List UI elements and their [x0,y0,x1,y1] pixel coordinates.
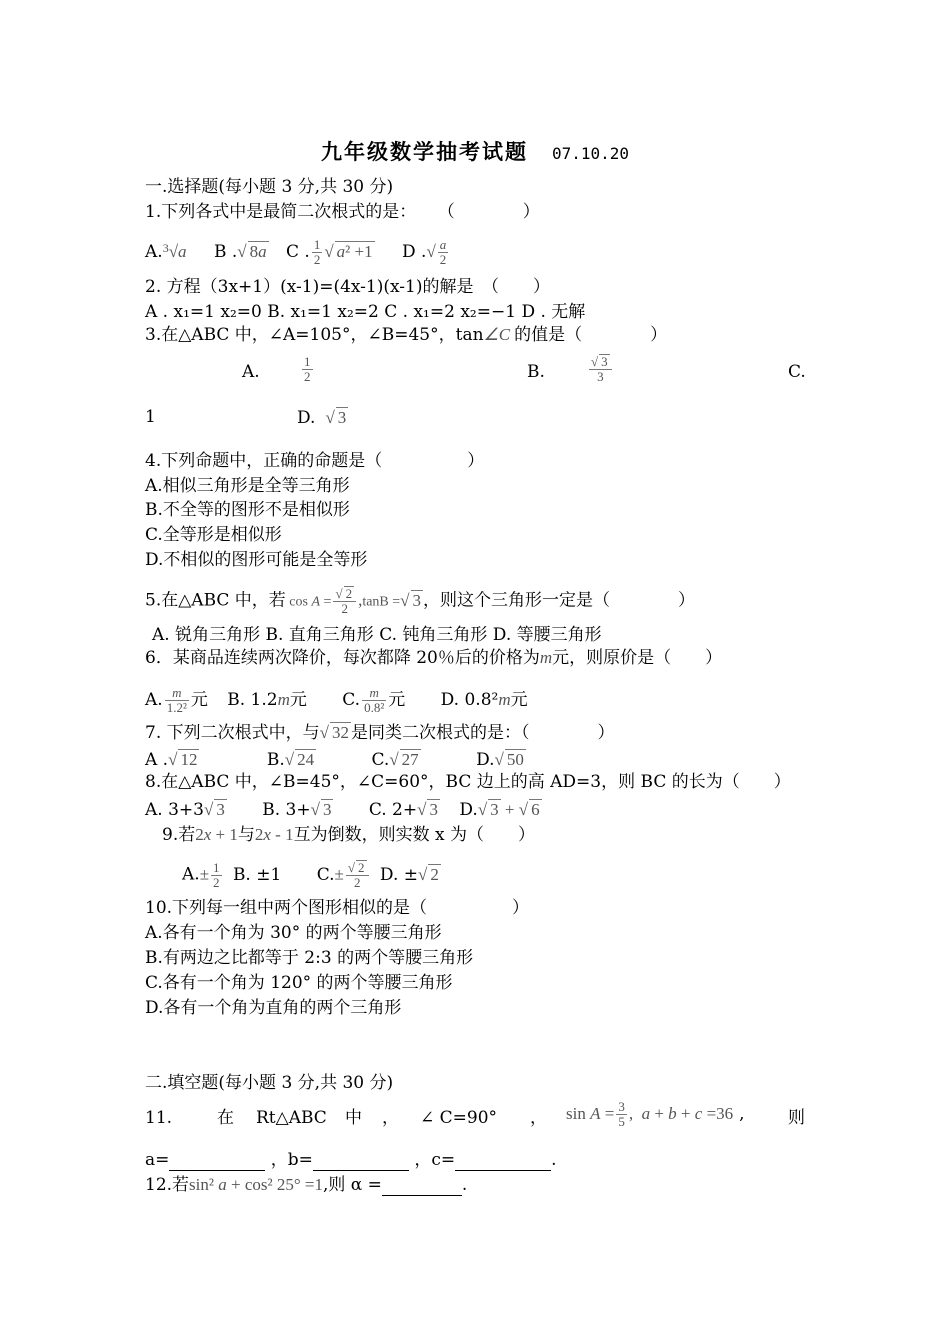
q11-blank-b[interactable] [313,1150,409,1171]
q3-option-b-label: B. [527,362,545,382]
q3-option-c-value: 1 [145,407,156,427]
q6-options: A. $\frac{m}{\text{1.2²}}$ 元 B. 1.2m元 C. $\frac{m}{\text{0.8²}}$ 元 D. 0.8²m元 [145,685,528,715]
q11-answers: a= ，b= ，c= . [145,1150,557,1170]
q11-blank-c[interactable] [455,1150,551,1171]
q4-option-d: D.不相似的图形可能是全等形 [145,550,368,570]
q11-word-ze: 则 [788,1108,805,1128]
q3-option-a-label: A. [242,362,260,382]
q5-stem: 5.在△ABC 中，若 cos A = $\frac{√ 2}{2}$ ,tanB =√ 3 ，则这个三角形一定是（ ） [145,586,696,616]
q1-stem: 1.下列各式中是最简二次根式的是： （ ） [145,202,540,222]
q11-word-zhong: 中 [345,1108,362,1128]
q9-stem: 9.若2x + 1与2x - 1互为倒数，则实数 x 为（ ） [162,825,535,845]
q4-option-a: A.相似三角形是全等三角形 [145,476,350,496]
q12-blank[interactable] [382,1175,462,1196]
q10-option-b: B.有两边之比都等于 2:3 的两个等腰三角形 [145,948,474,968]
q3-option-c-label: C. [788,362,806,382]
q3-option-b-value: $\frac{√ 3}{3}$ [587,354,614,384]
q3-stem: 3.在△ABC 中，∠A=105°，∠B=45°，tan∠C 的值是（ ） [145,325,668,345]
q4-option-c: C.全等形是相似形 [145,525,282,545]
q11-number: 11. [145,1108,173,1128]
q2-stem: 2. 方程（3x+1）(x-1)=(4x-1)(x-1)的解是 （ ） [145,277,550,297]
q10-option-c: C.各有一个角为 120° 的两个等腰三角形 [145,973,453,993]
title-text: 九年级数学抽考试题 [320,139,528,164]
q11-condition: sin A = $\frac{3}{5}$ , a + b + c =36 , [566,1099,745,1129]
q9-options: A.± $\frac{1}{2}$ B. ±1 C.± $\frac{√ 2}{2}$ D. ±√ 2 [182,859,439,890]
section-fill-heading: 二.填空题(每小题 3 分,共 30 分) [145,1073,394,1093]
q3-option-a-value: $\frac{1}{2}$ [304,354,311,384]
q11-comma: ， [382,1108,399,1128]
q11-word-zai: 在 [217,1108,234,1128]
exam-date: 07.10.20 [551,144,630,163]
q1-options: A.$^3$√a B .√ 8a C . $\frac{1}{2}$ √ a² +1 D .√ $\frac{a}{2}$ [145,237,447,267]
q6-stem: 6．某商品连续两次降价，每次都降 20％后的价格为m元，则原价是（ ） [145,648,723,668]
q7-options: A .√ 12 B.√ 24 C.√ 27 D.√ 50 [145,750,524,770]
q12-stem: 12.若sin² a + cos² 25° =1,则 α = . [145,1175,468,1195]
q7-stem: 7. 下列二次根式中，与√ 32 是同类二次根式的是：（ ） [145,723,615,743]
q11-triangle: Rt△ABC [256,1108,327,1128]
q4-option-b: B.不全等的图形不是相似形 [145,500,350,520]
q11-angle: ∠ C=90° [420,1108,498,1128]
q5-options: A. 锐角三角形 B. 直角三角形 C. 钝角三角形 D. 等腰三角形 [152,625,602,645]
q2-options: A . x₁=1 x₂=0 B. x₁=1 x₂=2 C . x₁=2 x₂=−1 D . 无解 [145,302,586,322]
q10-stem: 10.下列每一组中两个图形相似的是（ ） [145,898,530,918]
q8-stem: 8.在△ABC 中，∠B=45°，∠C=60°，BC 边上的高 AD=3，则 BC 的长为（ ） [145,772,791,792]
q11-comma-2: ， [530,1108,547,1128]
q4-stem: 4.下列命题中，正确的命题是（ ） [145,451,485,471]
q8-options: A. 3+3√ 3 B. 3+√ 3 C. 2+√ 3 D.√ 3 + √ 6 [145,800,540,820]
section-choice-heading: 一.选择题(每小题 3 分,共 30 分) [145,177,394,197]
q3-option-d: D. √ 3 [297,408,347,428]
q11-blank-a[interactable] [169,1150,265,1171]
exam-title [0,136,950,166]
q10-option-d: D.各有一个角为直角的两个三角形 [145,998,402,1018]
q10-option-a: A.各有一个角为 30° 的两个等腰三角形 [145,923,442,943]
